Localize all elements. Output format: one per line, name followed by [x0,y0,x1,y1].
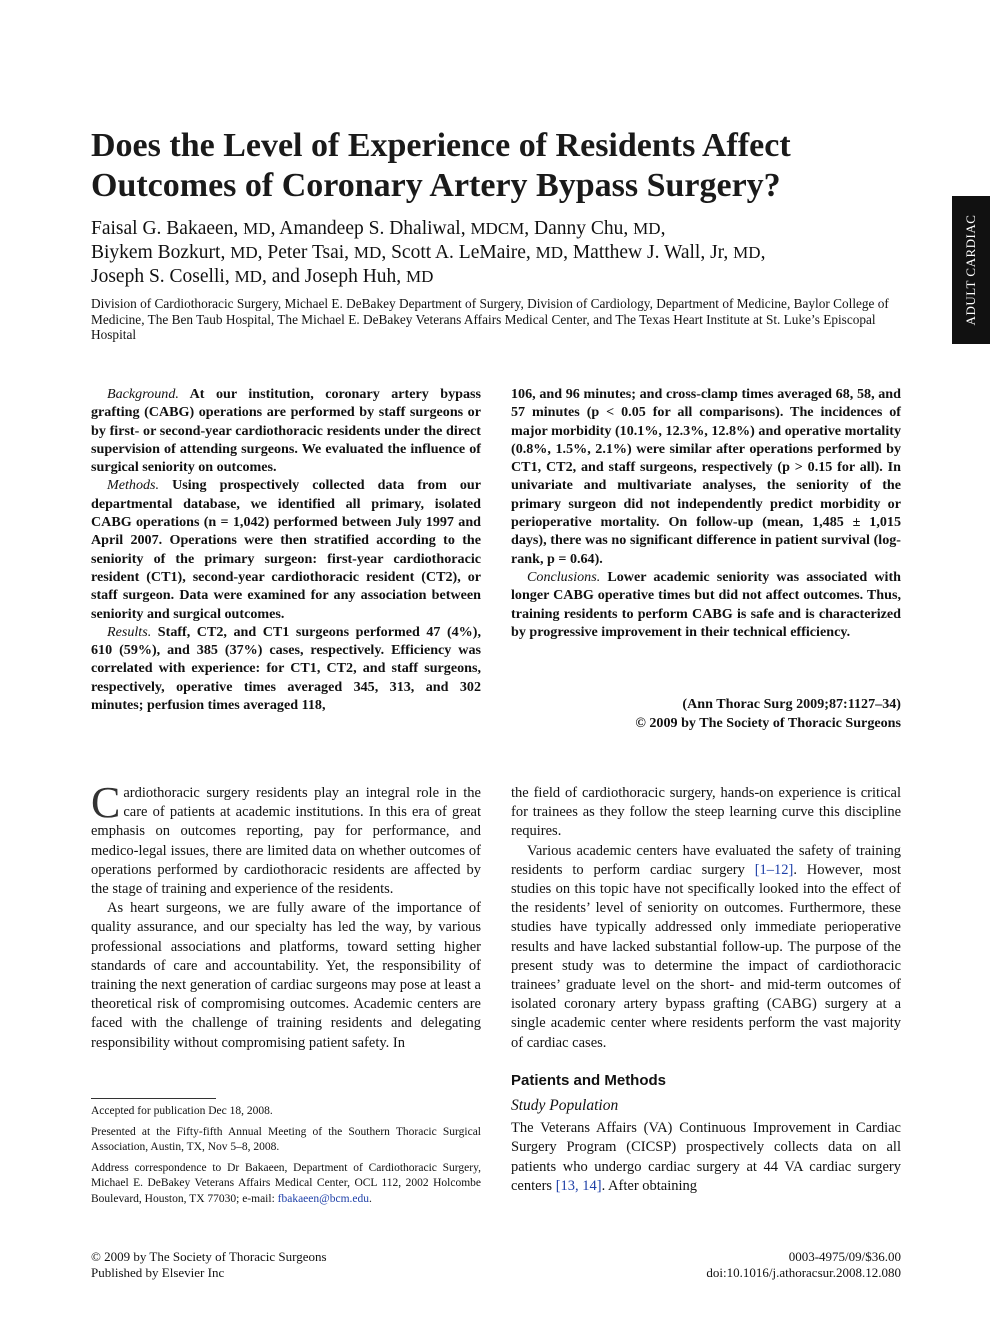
address-text: Address correspondence to Dr Bakaeen, Department of Cardiothoracic Surgery, Michael E. DeBakey Veterans Affairs Medical Center, OCL 112, 2002 Holcombe Boulevard, Houston, TX 77030; e-mail: [91,1161,481,1205]
paragraph-text: The Veterans Affairs (VA) Continuous Improvement in Cardiac Surgery Program (CICSP) prospectively collects data on all patients who undergo cardiac surgery at 44 VA cardiac surgery centers [511,1120,901,1194]
abstract-results [91,623,481,714]
author-degree: MD [406,267,434,286]
paragraph-text: ardiothoracic surgery residents play an integral role in the care of patients at academic institutions. In this era of great emphasis on outcomes reporting, pay for performance, and medico-legal issues, there are limited data on whether outcomes of operations performed by cardiothoracic residents are affected by the stage of training and experience of the residents. [91,785,481,898]
footer-publisher: Published by Elsevier Inc [91,1264,225,1280]
author-degree: MD [353,243,382,262]
author-list: Faisal G. Bakaeen, MD, Amandeep S. Dhaliwal, MDCM, Danny Chu, MD, Biykem Bozkurt, MD, Peter Tsai, MD, Scott A. LeMaire, MD, Matthew J. Wall, Jr, MD, Joseph S. Coselli, MD, and Joseph Huh, MD [91,218,766,287]
drop-cap: C [91,778,121,827]
author-degree: MD [535,243,564,262]
abstract-label: Conclusions. [527,568,601,585]
subsection-heading: Study Population [511,1097,619,1115]
author-name: Joseph Huh [304,266,397,287]
author-name: Faisal G. Bakaeen [91,218,234,239]
author-degree: MD [733,243,761,262]
footer-right [600,1249,901,1280]
abstract-text: Lower academic seniority was associated with longer CABG operative times but did not affect outcomes. Thus, training residents to perform CABG is safe and is characterized by progressive improvement in their technical efficiency. [511,568,901,640]
side-tab-label: ADULT CARDIAC [963,214,978,326]
author-name: Scott A. LeMaire [391,242,526,263]
abstract-results-continued: 106, and 96 minutes; and cross-clamp times averaged 68, 58, and 57 minutes (p < 0.05 for all comparisons). The incidences of major morbidity (10.1%, 12.3%, 12.8%) and operative mortality (0.8%, 1.5%, 2.1%) were similar after operations performed by CT1, CT2, and staff surgeons, respectively (p > 0.15 for all). In univariate and multivariate analyses, the seniority of the primary surgeon did not independently predict morbidity or perioperative mortality. On follow-up (mean, 1,485 ± 1,015 days), there was no significant difference in patient survival (log-rank, p = 0.64). [511,386,901,567]
footer-left [91,1249,327,1280]
journal-citation: (Ann Thorac Surg 2009;87:1127–34) [682,696,901,712]
paragraph-text: . After obtaining [601,1177,698,1194]
abstract-text: Using prospectively collected data from our departmental database, we identified all primary, isolated CABG operations (n = 1,042) performed between July 1997 and April 2007. Operations were then stratified according to the seniority of the primary surgeon: first-year cardiothoracic resident (CT1), second-year cardiothoracic resident (CT2), or staff surgeon. Data were examined for any association between seniority and surgical outcomes. [91,477,481,622]
footnote-accepted: Accepted for publication Dec 18, 2008. [91,1105,273,1117]
abstract-label: Background. [107,386,179,402]
abstract-label: Methods. [107,477,160,494]
author-name: Matthew J. Wall, Jr [572,242,724,263]
body-column-right [511,784,901,1196]
email-link[interactable]: fbakaeen@bcm.edu [277,1192,370,1205]
author-name: Biykem Bozkurt [91,242,221,263]
author-degree: MD [633,219,661,238]
author-name: Amandeep S. Dhaliwal [279,218,461,239]
body-paragraph [91,778,481,899]
footnote-divider [91,1098,216,1099]
abstract-background [91,385,481,476]
abstract-methods [91,476,481,622]
abstract-copyright: © 2009 by The Society of Thoracic Surgeons [635,715,901,731]
abstract-text: At our institution, coronary artery bypass grafting (CABG) operations are performed by staff surgeons or by first- or second-year cardiothoracic residents under the direct supervision of attending surgeons. We evaluated the influence of surgical seniority on outcomes. [91,386,482,476]
citation-block [511,695,901,733]
abstract-label: Results. [107,623,152,640]
footer-price-code: 0003-4975/09/$36.00 [788,1249,901,1264]
reference-link[interactable]: [13, 14] [555,1177,602,1194]
section-heading: Patients and Methods [511,1071,667,1089]
footer-copyright: © 2009 by The Society of Thoracic Surgeons [91,1249,327,1264]
author-name: Peter Tsai [267,242,345,263]
footnotes [91,1104,481,1212]
body-paragraph-continued: the field of cardiothoracic surgery, hands-on experience is critical for trainees as they follow the steep learning curve this discipline requires. [511,785,901,840]
body-column-left [91,778,481,1053]
abstract-column-right [511,385,901,641]
section-side-tab [952,196,990,344]
abstract-text: Staff, CT2, and CT1 surgeons performed 47 (4%), 610 (59%), and 385 (37%) cases, respectively. Efficiency was correlated with experience: for CT1, CT2, and staff surgeons, respectively, operative times averaged 345, 313, and 302 minutes; perfusion times averaged 118, [91,623,481,714]
author-degree: MDCM [470,219,525,238]
body-paragraph [511,1119,901,1196]
reference-link[interactable]: [1–12] [754,861,794,878]
footer-doi: doi:10.1016/j.athoracsur.2008.12.080 [706,1264,901,1280]
footnote-presented: Presented at the Fifty-fifth Annual Meeting of the Southern Thoracic Surgical Association, Austin, TX, Nov 5–8, 2008. [91,1125,481,1153]
footnote-address [91,1161,481,1208]
address-end: . [369,1192,372,1205]
paragraph-text: Various academic centers have evaluated the safety of training residents to perform cardiac surgery [511,842,901,878]
author-degree: MD [243,219,271,238]
abstract-conclusions [511,568,901,641]
article-title: Does the Level of Experience of Residents Affect Outcomes of Coronary Artery Bypass Surgery? [91,127,791,204]
author-conjunction: and [271,266,300,287]
author-name: Danny Chu [534,218,624,239]
abstract-column-left [91,385,481,714]
author-name: Joseph S. Coselli [91,266,225,287]
affiliation: Division of Cardiothoracic Surgery, Michael E. DeBakey Department of Surgery, Division of Cardiology, Department of Medicine, Baylor College of Medicine, The Ben Taub Hospital, The Michael E. DeBakey Veterans Affairs Medical Center, and The Texas Heart Institute at St. Luke’s Episcopal Hospital [91,296,889,343]
paragraph-text: . However, most studies on this topic have not specifically looked into the effect of the residents’ level of seniority on outcomes. Furthermore, these studies have typically addressed only immediate perioperative results and have lacked substantial follow-up. The purpose of the present study was to determine the impact of cardiothoracic trainees’ graduate level on the short- and mid-term outcomes of isolated coronary artery bypass grafting (CABG) surgery at a single academic center where residents perform the vast majority of cardiac cases. [511,861,902,1051]
author-degree: MD [234,267,262,286]
body-paragraph [511,842,901,1053]
author-degree: MD [230,243,258,262]
body-paragraph: As heart surgeons, we are fully aware of the importance of quality assurance, and our specialty has led the way, by various professional associations and platforms, toward setting higher standards of care and accountability. Yet, the responsibility of training the next generation of cardiac surgeons may pose at least a theoretical risk of compromising outcomes. Academic centers are faced with the challenge of training residents and delegating responsibility without compromising patient safety. In [91,900,481,1051]
